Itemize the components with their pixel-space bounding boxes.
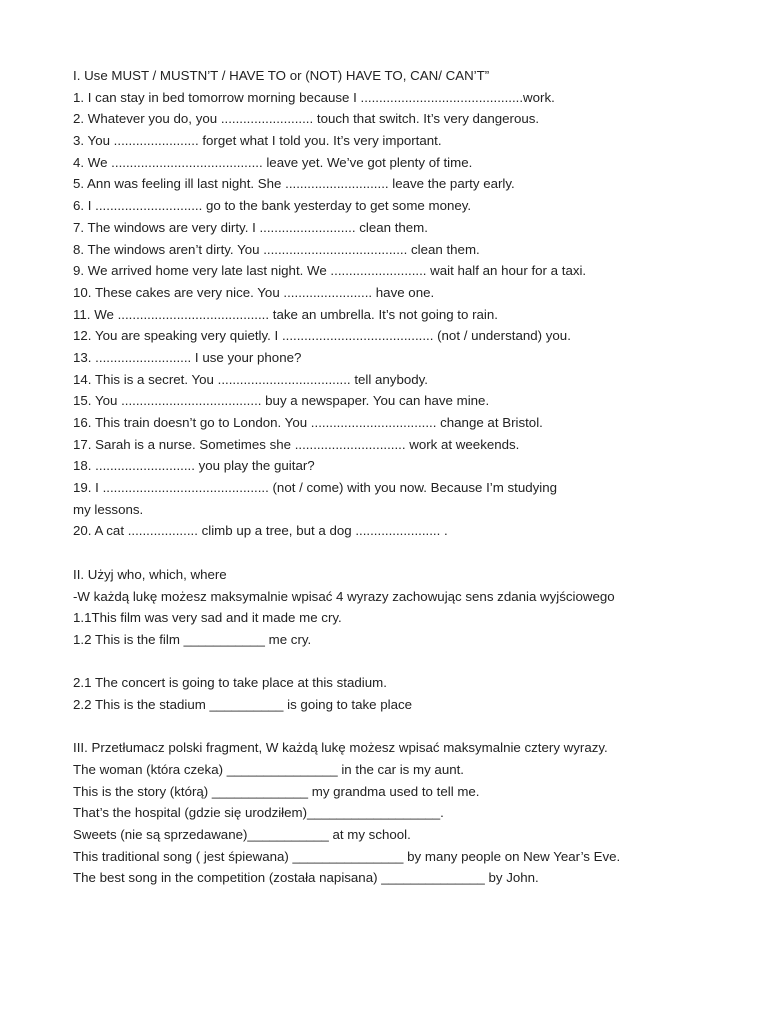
exercise-item: The best song in the competition (została napisana) ______________ by John. [73,870,539,886]
exercise-item: 13. .......................... I use your phone? [73,349,302,365]
exercise-item: That’s the hospital (gdzie się urodziłem)__________________. [73,805,444,821]
exercise-item: 15. You ...................................... buy a newspaper. You can have mine. [73,393,490,409]
exercise-item: Sweets (nie są sprzedawane)___________ at my school. [73,827,411,843]
spacer [73,716,703,738]
exercise-item: 6. I ............................. go to the bank yesterday to get some money. [73,198,472,214]
worksheet [73,65,703,889]
exercise-item: 12. You are speaking very quietly. I ......................................... (not / understand) you. [73,328,571,344]
section-3-heading: III. Przetłumacz polski fragment, W każdą lukę możesz wpisać maksymalnie cztery wyrazy. [73,740,608,756]
exercise-item: 5. Ann was feeling ill last night. She ............................ leave the party early. [73,176,515,192]
spacer [73,651,703,673]
exercise-item: 1.2 This is the film ___________ me cry. [73,631,312,647]
exercise-item: 7. The windows are very dirty. I .......................... clean them. [73,219,428,235]
section-2-heading: II. Użyj who, which, where [73,566,227,582]
section-2-instruction: -W każdą lukę możesz maksymalnie wpisać 4 wyrazy zachowując sens zdania wyjściowego [73,588,615,604]
exercise-item: 16. This train doesn’t go to London. You .................................. change at Bristol. [73,415,543,430]
exercise-item: The woman (która czeka) _______________ in the car is my aunt. [73,762,465,777]
exercise-item: 18. ........................... you play the guitar? [73,458,315,474]
exercise-item: 2. Whatever you do, you ......................... touch that switch. It’s very dangerous. [73,111,540,127]
exercise-item: 1. I can stay in bed tomorrow morning because I ............................................work. [73,89,555,105]
exercise-item: 8. The windows aren’t dirty. You ....................................... clean them. [73,241,480,257]
spacer [73,542,703,564]
exercise-item: 3. You ....................... forget what I told you. It’s very important. [73,133,442,149]
exercise-item: 19. I ............................................. (not / come) with you now. Because I’m studying [73,480,558,496]
exercise-item: This is the story (którą) _____________ my grandma used to tell me. [73,783,480,799]
exercise-item: 2.1 The concert is going to take place at this stadium. [73,675,387,691]
exercise-item: 4. We ......................................... leave yet. We’ve got plenty of time. [73,154,473,170]
exercise-item: 9. We arrived home very late last night. We .......................... wait half an hour for a taxi. [73,263,587,279]
section-1-heading: I. Use MUST / MUSTN’T / HAVE TO or (NOT) HAVE TO, CAN/ CAN’T” [73,68,490,83]
exercise-item: 2.2 This is the stadium __________ is going to take place [73,696,413,712]
exercise-item: 10. These cakes are very nice. You ........................ have one. [73,284,435,300]
exercise-item-continuation: my lessons. [73,501,144,517]
exercise-item: 17. Sarah is a nurse. Sometimes she .............................. work at weekends. [73,436,520,452]
exercise-item: 20. A cat ................... climb up a tree, but a dog ....................... . [73,523,448,539]
exercise-item: 14. This is a secret. You .................................... tell anybody. [73,371,428,387]
exercise-item: This traditional song ( jest śpiewana) _______________ by many people on New Year’s Eve. [73,848,621,864]
exercise-item: 11. We ......................................... take an umbrella. It’s not going to rain. [73,306,498,322]
exercise-item: 1.1This film was very sad and it made me cry. [73,610,342,626]
